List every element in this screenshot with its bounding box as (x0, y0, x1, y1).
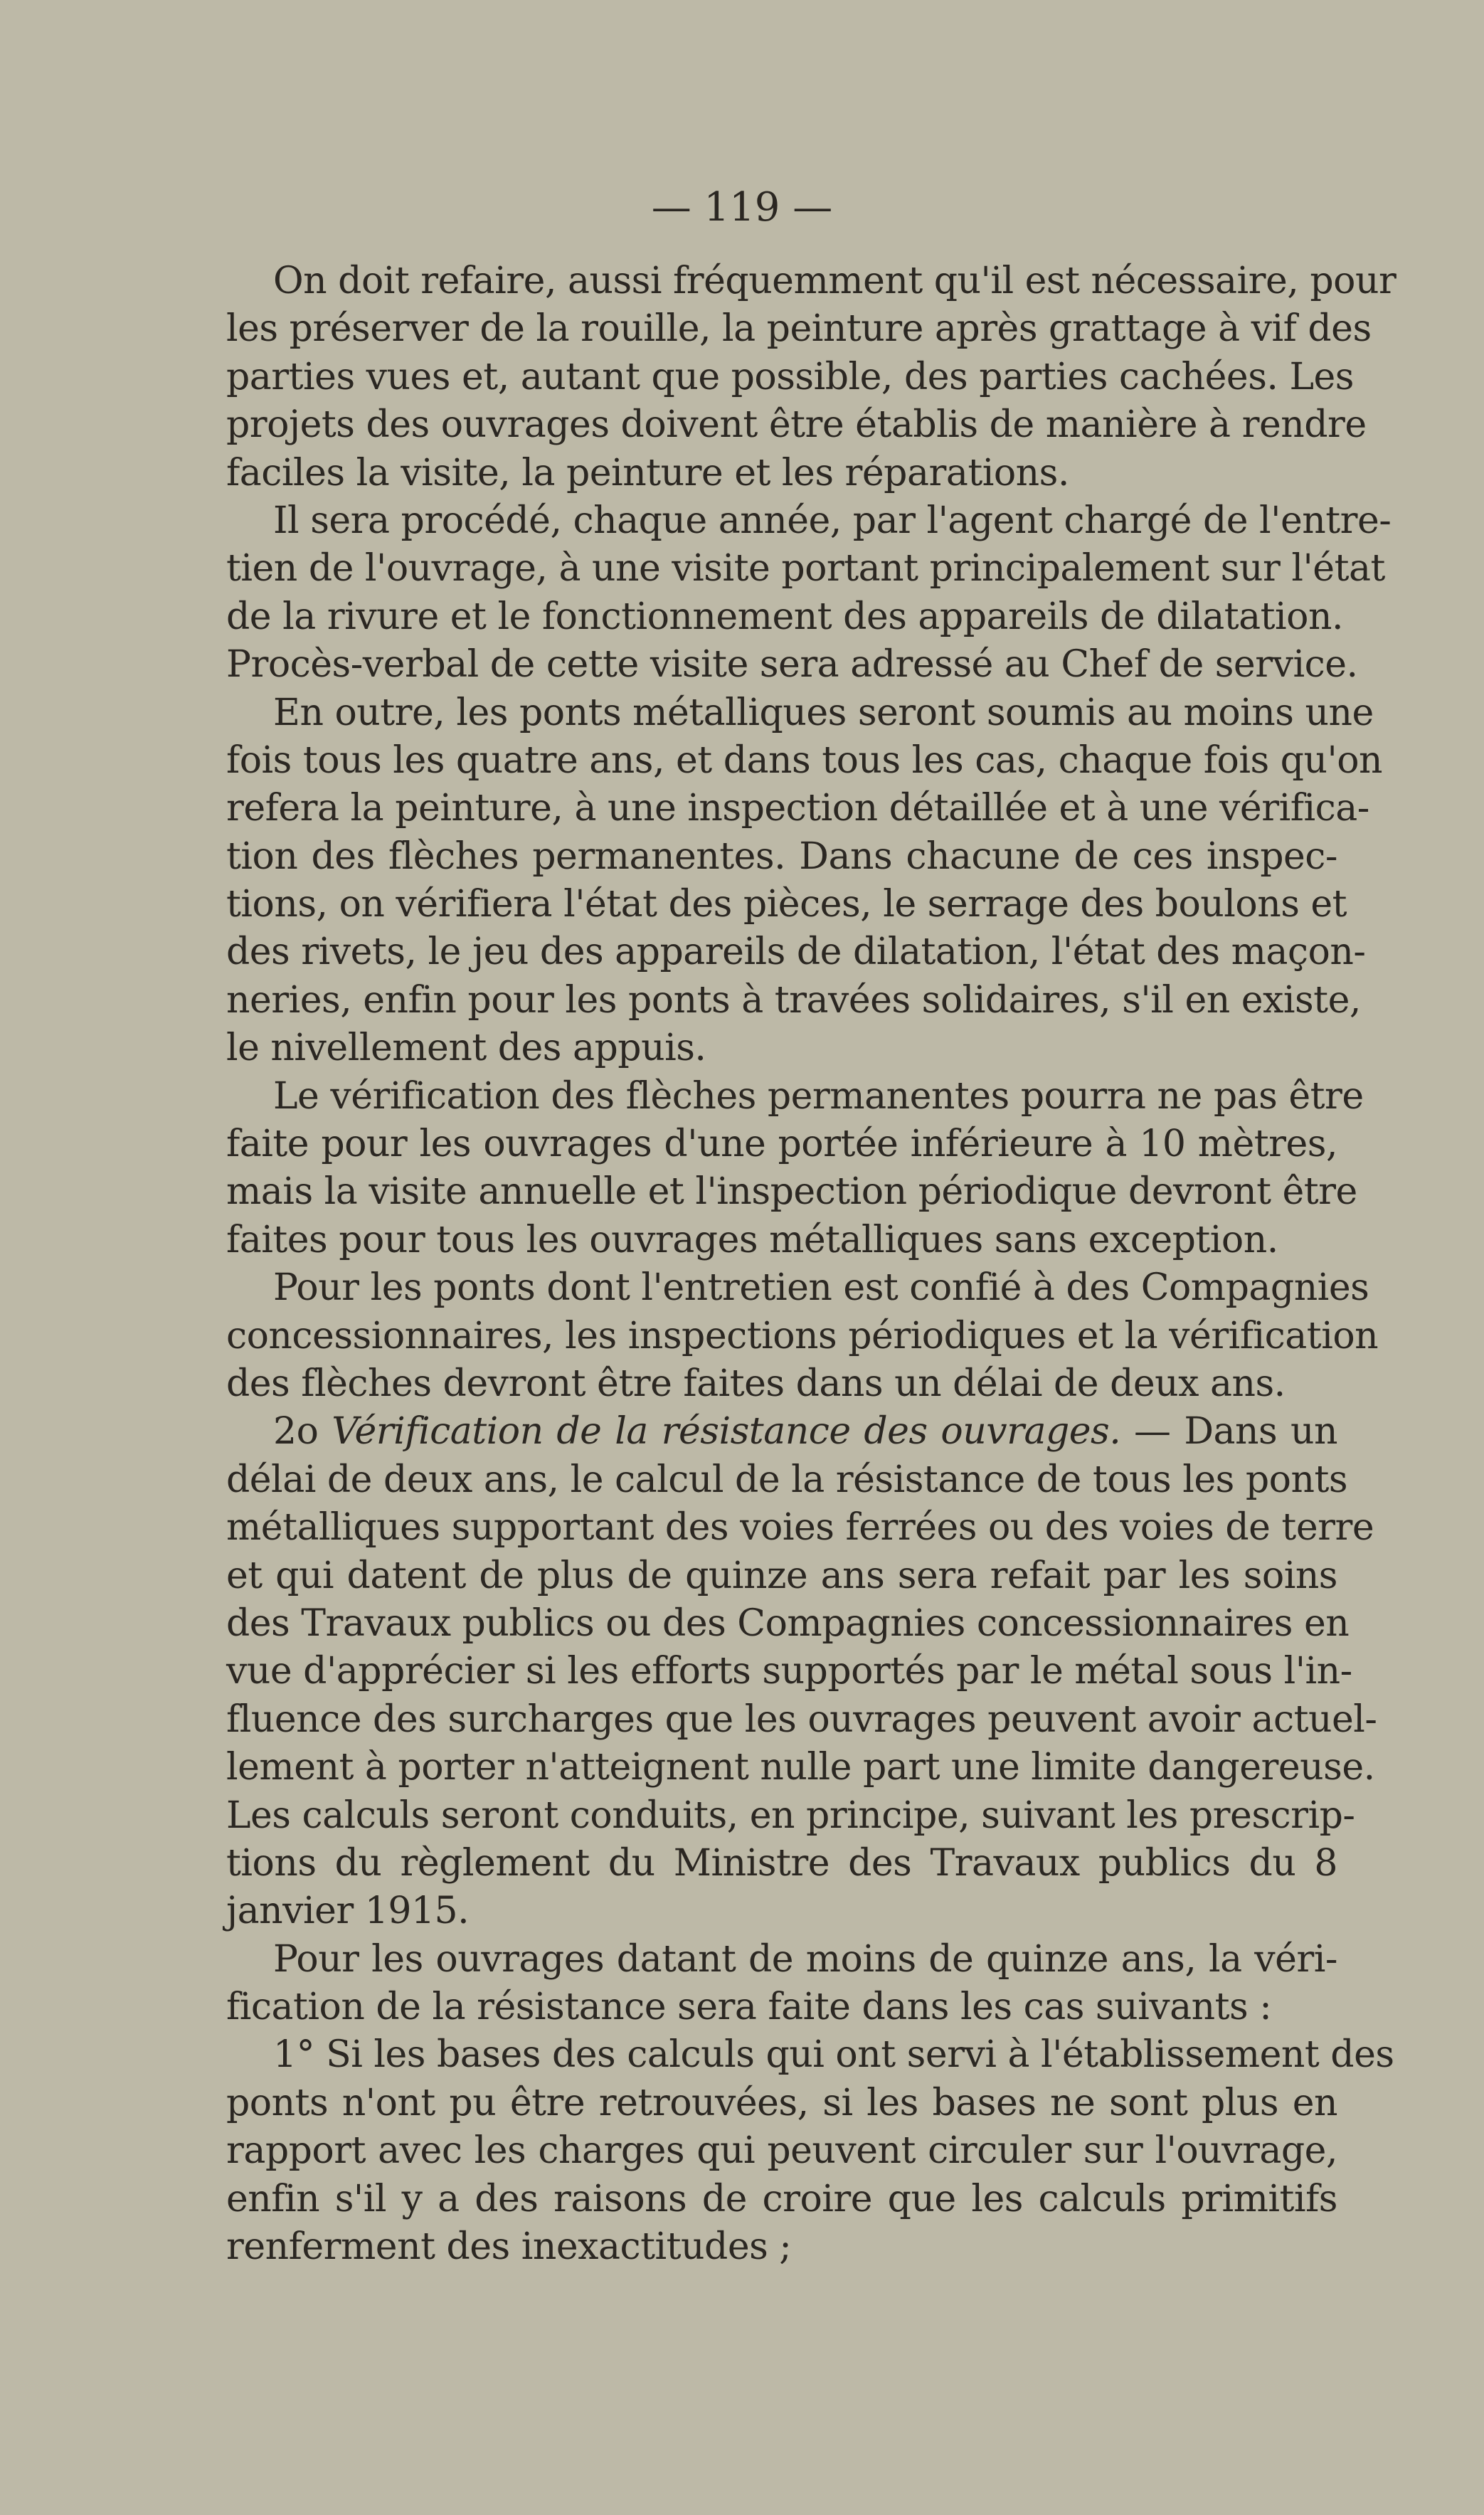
text-line: des Travaux publics ou des Compagnies concessionnaires en (226, 1601, 1350, 1645)
text-line: ponts n'ont pu être retrouvées, si les bases ne sont plus en (226, 2081, 1337, 2124)
text-line: janvier 1915. (226, 1890, 470, 1933)
text-line: tions, on vérifiera l'état des pièces, le serrage des boulons et (226, 883, 1347, 926)
text-line: fois tous les quatre ans, et dans tous les cas, chaque fois qu'on (226, 738, 1383, 782)
text-line: Le vérification des flèches permanentes pourra ne pas être (273, 1074, 1364, 1118)
text-line: faite pour les ouvrages d'une portée inférieure à 10 mètres, (226, 1123, 1337, 1166)
text-line: projets des ouvrages doivent être établis de manière à rendre (226, 403, 1367, 447)
text-line: et qui datent de plus de quinze ans sera refait par les soins (226, 1554, 1337, 1597)
text-line: lement à porter n'atteignent nulle part une limite dangereuse. (226, 1746, 1375, 1789)
text-line: Les calculs seront conduits, en principe, suivant les prescrip- (226, 1794, 1355, 1837)
text-line: faites pour tous les ouvrages métalliques sans exception. (226, 1218, 1278, 1261)
text-line: refera la peinture, à une inspection détaillée et à une vérifica- (226, 787, 1369, 830)
text-line: neries, enfin pour les ponts à travées solidaires, s'il en existe, (226, 978, 1361, 1022)
text-line: de la rivure et le fonctionnement des appareils de dilatation. (226, 595, 1344, 638)
text-line: parties vues et, autant que possible, des parties cachées. Les (226, 355, 1354, 398)
text-line: Procès-verbal de cette visite sera adressé au Chef de service. (226, 643, 1358, 687)
text-line: On doit refaire, aussi fréquemment qu'il est nécessaire, pour (273, 260, 1396, 302)
text-line: En outre, les ponts métalliques seront soumis au moins une (273, 691, 1374, 734)
text-line: fication de la résistance sera faite dans les cas suivants : (226, 1986, 1272, 2029)
italic-heading: Vérification de la résistance des ouvrages. (332, 1410, 1121, 1454)
text-line: enfin s'il y a des raisons de croire que les calculs primitifs (226, 2177, 1337, 2220)
text-line: tien de l'ouvrage, à une visite portant principalement sur l'état (226, 547, 1385, 591)
text-line: des flèches devront être faites dans un délai de deux ans. (226, 1362, 1286, 1405)
text-line: rapport avec les charges qui peuvent circuler sur l'ouvrage, (226, 2129, 1337, 2173)
text-line: 1° Si les bases des calculs qui ont servi à l'établissement des (273, 2033, 1394, 2077)
text-line: faciles la visite, la peinture et les réparations. (226, 451, 1069, 494)
text-line: vue d'apprécier si les efforts supportés par le métal sous l'in- (226, 1650, 1352, 1693)
text-line: Il sera procédé, chaque année, par l'agent chargé de l'entre- (273, 499, 1392, 542)
body-text (226, 258, 1396, 2271)
text-line: fluence des surcharges que les ouvrages peuvent avoir actuel- (226, 1698, 1377, 1741)
text-line: 2o Vérification de la résistance des ouvrages. — Dans un (273, 1410, 1338, 1454)
page-number: — 119 — (651, 184, 833, 231)
text-line: délai de deux ans, le calcul de la résistance de tous les ponts (226, 1458, 1348, 1501)
text-line: Pour les ouvrages datant de moins de quinze ans, la véri- (273, 1937, 1337, 1981)
text-line: renferment des inexactitudes ; (226, 2225, 792, 2269)
text-line: mais la visite annuelle et l'inspection périodique devront être (226, 1170, 1357, 1214)
text-line: des rivets, le jeu des appareils de dilatation, l'état des maçon- (226, 931, 1366, 974)
text-line: tion des flèches permanentes. Dans chacune de ces inspec- (226, 835, 1337, 878)
text-line: concessionnaires, les inspections périodiques et la vérification (226, 1314, 1379, 1357)
text-line: métalliques supportant des voies ferrées ou des voies de terre (226, 1506, 1374, 1550)
text-line: les préserver de la rouille, la peinture après grattage à vif des (226, 307, 1372, 351)
text-line: tions du règlement du Ministre des Travaux publics du 8 (226, 1841, 1337, 1885)
text-line: le nivellement des appuis. (226, 1027, 706, 1070)
text-line: Pour les ponts dont l'entretien est confié à des Compagnies (273, 1266, 1369, 1310)
